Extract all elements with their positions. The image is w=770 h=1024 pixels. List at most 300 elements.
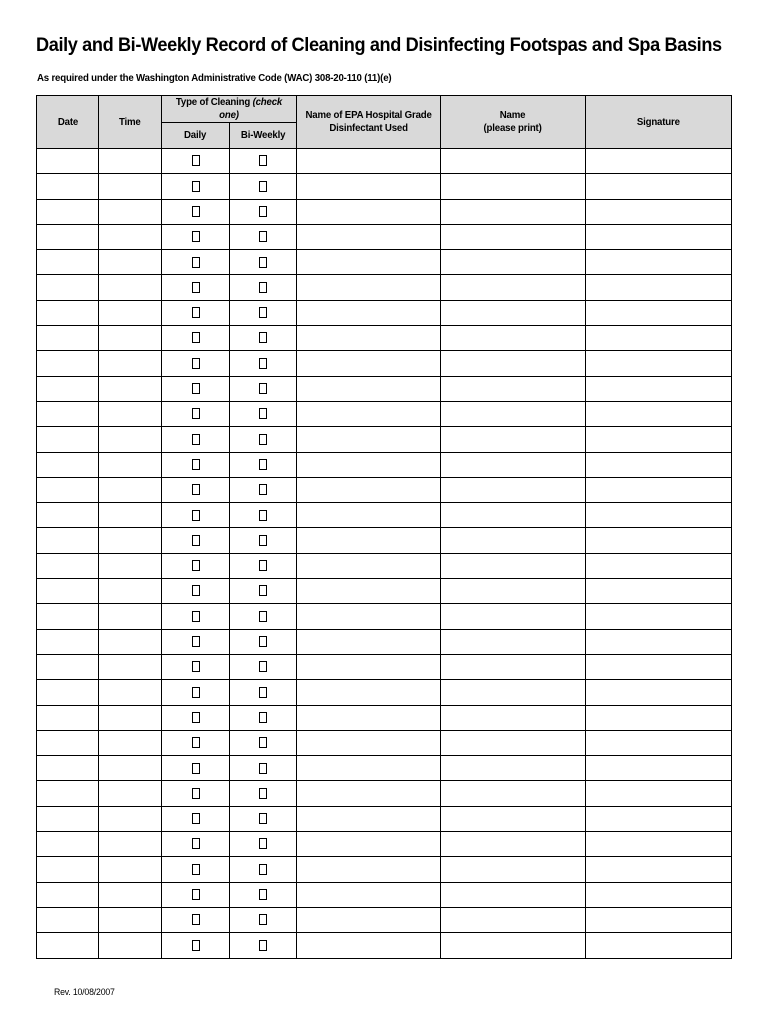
signature-cell[interactable]: [586, 654, 732, 679]
name-cell[interactable]: [441, 781, 586, 806]
bi-weekly-checkbox[interactable]: [259, 282, 267, 293]
date-cell[interactable]: [37, 781, 99, 806]
name-cell[interactable]: [441, 326, 586, 351]
date-cell[interactable]: [37, 579, 99, 604]
date-cell[interactable]: [37, 907, 99, 932]
page-subtitle: As required under the Washington Administrative Code (WAC) 308-20-110 (11)(e): [37, 72, 392, 84]
date-cell[interactable]: [37, 604, 99, 629]
time-cell[interactable]: [99, 705, 162, 730]
daily-cell: [162, 275, 230, 300]
name-cell[interactable]: [441, 604, 586, 629]
daily-cell: [162, 680, 230, 705]
bi-weekly-cell: [230, 781, 297, 806]
table-row: [37, 224, 732, 249]
name-cell[interactable]: [441, 882, 586, 907]
time-cell[interactable]: [99, 832, 162, 857]
daily-cell: [162, 756, 230, 781]
name-cell[interactable]: [441, 756, 586, 781]
disinfectant-cell[interactable]: [297, 199, 441, 224]
daily-checkbox[interactable]: [192, 155, 200, 166]
time-cell[interactable]: [99, 326, 162, 351]
bi-weekly-checkbox[interactable]: [259, 307, 267, 318]
signature-cell[interactable]: [586, 326, 732, 351]
bi-weekly-cell: [230, 705, 297, 730]
bi-weekly-cell: [230, 654, 297, 679]
daily-checkbox[interactable]: [192, 611, 200, 622]
name-cell[interactable]: [441, 629, 586, 654]
bi-weekly-checkbox[interactable]: [259, 940, 267, 951]
date-cell[interactable]: [37, 174, 99, 199]
daily-checkbox[interactable]: [192, 737, 200, 748]
daily-checkbox[interactable]: [192, 813, 200, 824]
header-disinfectant-line2: Disinfectant Used: [329, 122, 408, 134]
date-cell[interactable]: [37, 275, 99, 300]
bi-weekly-checkbox[interactable]: [259, 181, 267, 192]
name-cell[interactable]: [441, 401, 586, 426]
bi-weekly-cell: [230, 199, 297, 224]
signature-cell[interactable]: [586, 781, 732, 806]
disinfectant-cell[interactable]: [297, 553, 441, 578]
time-cell[interactable]: [99, 452, 162, 477]
header-signature: Signature: [586, 96, 732, 149]
daily-cell: [162, 452, 230, 477]
disinfectant-cell[interactable]: [297, 730, 441, 755]
daily-cell: [162, 224, 230, 249]
bi-weekly-cell: [230, 730, 297, 755]
disinfectant-cell[interactable]: [297, 326, 441, 351]
daily-checkbox[interactable]: [192, 510, 200, 521]
name-cell[interactable]: [441, 149, 586, 174]
name-cell[interactable]: [441, 477, 586, 502]
date-cell[interactable]: [37, 300, 99, 325]
daily-cell: [162, 907, 230, 932]
date-cell[interactable]: [37, 553, 99, 578]
date-cell[interactable]: [37, 528, 99, 553]
time-cell[interactable]: [99, 503, 162, 528]
daily-cell: [162, 579, 230, 604]
date-cell[interactable]: [37, 149, 99, 174]
time-cell[interactable]: [99, 553, 162, 578]
disinfectant-cell[interactable]: [297, 503, 441, 528]
name-cell[interactable]: [441, 579, 586, 604]
table-row: [37, 174, 732, 199]
name-cell[interactable]: [441, 174, 586, 199]
time-cell[interactable]: [99, 427, 162, 452]
name-cell[interactable]: [441, 224, 586, 249]
name-cell[interactable]: [441, 275, 586, 300]
daily-checkbox[interactable]: [192, 383, 200, 394]
date-cell[interactable]: [37, 882, 99, 907]
daily-checkbox[interactable]: [192, 535, 200, 546]
daily-checkbox[interactable]: [192, 484, 200, 495]
table-row: [37, 427, 732, 452]
name-cell[interactable]: [441, 503, 586, 528]
bi-weekly-checkbox[interactable]: [259, 358, 267, 369]
bi-weekly-checkbox[interactable]: [259, 434, 267, 445]
bi-weekly-checkbox[interactable]: [259, 914, 267, 925]
signature-cell[interactable]: [586, 224, 732, 249]
disinfectant-cell[interactable]: [297, 376, 441, 401]
bi-weekly-checkbox[interactable]: [259, 535, 267, 546]
bi-weekly-cell: [230, 604, 297, 629]
bi-weekly-checkbox[interactable]: [259, 838, 267, 849]
header-type-of-cleaning-label: Type of Cleaning: [175, 96, 251, 108]
name-cell[interactable]: [441, 705, 586, 730]
signature-cell[interactable]: [586, 199, 732, 224]
name-cell[interactable]: [441, 907, 586, 932]
daily-checkbox[interactable]: [192, 231, 200, 242]
bi-weekly-checkbox[interactable]: [259, 611, 267, 622]
name-cell[interactable]: [441, 199, 586, 224]
daily-cell: [162, 857, 230, 882]
daily-checkbox[interactable]: [192, 889, 200, 900]
daily-cell: [162, 629, 230, 654]
name-cell[interactable]: [441, 933, 586, 958]
signature-cell[interactable]: [586, 705, 732, 730]
bi-weekly-checkbox[interactable]: [259, 332, 267, 343]
disinfectant-cell[interactable]: [297, 806, 441, 831]
name-cell[interactable]: [441, 427, 586, 452]
date-cell[interactable]: [37, 376, 99, 401]
bi-weekly-cell: [230, 882, 297, 907]
date-cell[interactable]: [37, 832, 99, 857]
daily-cell: [162, 654, 230, 679]
signature-cell[interactable]: [586, 756, 732, 781]
signature-cell[interactable]: [586, 730, 732, 755]
name-cell[interactable]: [441, 351, 586, 376]
bi-weekly-checkbox[interactable]: [259, 257, 267, 268]
disinfectant-cell[interactable]: [297, 401, 441, 426]
disinfectant-cell[interactable]: [297, 705, 441, 730]
time-cell[interactable]: [99, 149, 162, 174]
time-cell[interactable]: [99, 654, 162, 679]
table-row: [37, 882, 732, 907]
bi-weekly-checkbox[interactable]: [259, 889, 267, 900]
date-cell[interactable]: [37, 680, 99, 705]
daily-cell: [162, 730, 230, 755]
date-cell[interactable]: [37, 351, 99, 376]
daily-cell: [162, 503, 230, 528]
disinfectant-cell[interactable]: [297, 224, 441, 249]
daily-checkbox[interactable]: [192, 585, 200, 596]
daily-checkbox[interactable]: [192, 661, 200, 672]
header-disinfectant: [297, 96, 441, 149]
table-row: [37, 705, 732, 730]
time-cell[interactable]: [99, 730, 162, 755]
table-row: [37, 832, 732, 857]
bi-weekly-checkbox[interactable]: [259, 813, 267, 824]
disinfectant-cell[interactable]: [297, 477, 441, 502]
bi-weekly-cell: [230, 452, 297, 477]
signature-cell[interactable]: [586, 806, 732, 831]
daily-checkbox[interactable]: [192, 914, 200, 925]
bi-weekly-checkbox[interactable]: [259, 585, 267, 596]
signature-cell[interactable]: [586, 250, 732, 275]
table-row: [37, 553, 732, 578]
name-cell[interactable]: [441, 680, 586, 705]
table-row: [37, 300, 732, 325]
time-cell[interactable]: [99, 275, 162, 300]
name-cell[interactable]: [441, 452, 586, 477]
disinfectant-cell[interactable]: [297, 654, 441, 679]
bi-weekly-checkbox[interactable]: [259, 737, 267, 748]
signature-cell[interactable]: [586, 351, 732, 376]
date-cell[interactable]: [37, 326, 99, 351]
daily-checkbox[interactable]: [192, 307, 200, 318]
daily-checkbox[interactable]: [192, 838, 200, 849]
date-cell[interactable]: [37, 427, 99, 452]
bi-weekly-cell: [230, 250, 297, 275]
disinfectant-cell[interactable]: [297, 579, 441, 604]
signature-cell[interactable]: [586, 503, 732, 528]
disinfectant-cell[interactable]: [297, 149, 441, 174]
daily-checkbox[interactable]: [192, 181, 200, 192]
disinfectant-cell[interactable]: [297, 452, 441, 477]
time-cell[interactable]: [99, 806, 162, 831]
disinfectant-cell[interactable]: [297, 933, 441, 958]
signature-cell[interactable]: [586, 149, 732, 174]
bi-weekly-checkbox[interactable]: [259, 510, 267, 521]
bi-weekly-cell: [230, 933, 297, 958]
disinfectant-cell[interactable]: [297, 174, 441, 199]
signature-cell[interactable]: [586, 376, 732, 401]
name-cell[interactable]: [441, 250, 586, 275]
daily-checkbox[interactable]: [192, 434, 200, 445]
name-cell[interactable]: [441, 300, 586, 325]
disinfectant-cell[interactable]: [297, 629, 441, 654]
disinfectant-cell[interactable]: [297, 832, 441, 857]
bi-weekly-cell: [230, 806, 297, 831]
daily-cell: [162, 528, 230, 553]
signature-cell[interactable]: [586, 579, 732, 604]
name-cell[interactable]: [441, 376, 586, 401]
signature-cell[interactable]: [586, 933, 732, 958]
daily-cell: [162, 376, 230, 401]
daily-cell: [162, 806, 230, 831]
name-cell[interactable]: [441, 832, 586, 857]
time-cell[interactable]: [99, 857, 162, 882]
time-cell[interactable]: [99, 579, 162, 604]
time-cell[interactable]: [99, 250, 162, 275]
disinfectant-cell[interactable]: [297, 882, 441, 907]
time-cell[interactable]: [99, 477, 162, 502]
table-row: [37, 907, 732, 932]
daily-checkbox[interactable]: [192, 712, 200, 723]
table-row: [37, 528, 732, 553]
daily-cell: [162, 427, 230, 452]
name-cell[interactable]: [441, 553, 586, 578]
daily-cell: [162, 832, 230, 857]
signature-cell[interactable]: [586, 680, 732, 705]
header-type-of-cleaning: [162, 96, 297, 123]
daily-cell: [162, 351, 230, 376]
time-cell[interactable]: [99, 401, 162, 426]
daily-checkbox[interactable]: [192, 940, 200, 951]
time-cell[interactable]: [99, 933, 162, 958]
header-bi-weekly: Bi-Weekly: [230, 123, 297, 149]
revision-note: Rev. 10/08/2007: [54, 987, 115, 998]
daily-checkbox[interactable]: [192, 332, 200, 343]
daily-checkbox[interactable]: [192, 763, 200, 774]
time-cell[interactable]: [99, 174, 162, 199]
table-row: [37, 452, 732, 477]
signature-cell[interactable]: [586, 857, 732, 882]
header-name: [441, 96, 586, 149]
bi-weekly-checkbox[interactable]: [259, 383, 267, 394]
signature-cell[interactable]: [586, 275, 732, 300]
disinfectant-cell[interactable]: [297, 756, 441, 781]
signature-cell[interactable]: [586, 427, 732, 452]
bi-weekly-checkbox[interactable]: [259, 408, 267, 419]
bi-weekly-cell: [230, 376, 297, 401]
bi-weekly-checkbox[interactable]: [259, 206, 267, 217]
signature-cell[interactable]: [586, 629, 732, 654]
bi-weekly-checkbox[interactable]: [259, 687, 267, 698]
daily-cell: [162, 174, 230, 199]
daily-checkbox[interactable]: [192, 636, 200, 647]
bi-weekly-checkbox[interactable]: [259, 763, 267, 774]
daily-checkbox[interactable]: [192, 257, 200, 268]
signature-cell[interactable]: [586, 907, 732, 932]
date-cell[interactable]: [37, 756, 99, 781]
daily-checkbox[interactable]: [192, 358, 200, 369]
time-cell[interactable]: [99, 680, 162, 705]
bi-weekly-checkbox[interactable]: [259, 484, 267, 495]
disinfectant-cell[interactable]: [297, 250, 441, 275]
table-row: [37, 376, 732, 401]
date-cell[interactable]: [37, 705, 99, 730]
disinfectant-cell[interactable]: [297, 427, 441, 452]
daily-checkbox[interactable]: [192, 560, 200, 571]
time-cell[interactable]: [99, 907, 162, 932]
daily-cell: [162, 604, 230, 629]
time-cell[interactable]: [99, 604, 162, 629]
date-cell[interactable]: [37, 806, 99, 831]
disinfectant-cell[interactable]: [297, 528, 441, 553]
signature-cell[interactable]: [586, 832, 732, 857]
date-cell[interactable]: [37, 857, 99, 882]
date-cell[interactable]: [37, 730, 99, 755]
bi-weekly-cell: [230, 756, 297, 781]
signature-cell[interactable]: [586, 477, 732, 502]
daily-checkbox[interactable]: [192, 459, 200, 470]
bi-weekly-cell: [230, 553, 297, 578]
disinfectant-cell[interactable]: [297, 907, 441, 932]
bi-weekly-checkbox[interactable]: [259, 231, 267, 242]
table-row: [37, 806, 732, 831]
daily-checkbox[interactable]: [192, 206, 200, 217]
name-cell[interactable]: [441, 806, 586, 831]
signature-cell[interactable]: [586, 553, 732, 578]
table-row: [37, 680, 732, 705]
daily-checkbox[interactable]: [192, 864, 200, 875]
name-cell[interactable]: [441, 654, 586, 679]
bi-weekly-cell: [230, 174, 297, 199]
bi-weekly-cell: [230, 680, 297, 705]
daily-checkbox[interactable]: [192, 282, 200, 293]
bi-weekly-checkbox[interactable]: [259, 661, 267, 672]
time-cell[interactable]: [99, 756, 162, 781]
time-cell[interactable]: [99, 199, 162, 224]
daily-checkbox[interactable]: [192, 408, 200, 419]
name-cell[interactable]: [441, 857, 586, 882]
header-date: Date: [37, 96, 99, 149]
bi-weekly-cell: [230, 275, 297, 300]
date-cell[interactable]: [37, 654, 99, 679]
disinfectant-cell[interactable]: [297, 351, 441, 376]
time-cell[interactable]: [99, 351, 162, 376]
time-cell[interactable]: [99, 224, 162, 249]
header-disinfectant-line1: Name of EPA Hospital Grade: [305, 109, 432, 121]
table-row: [37, 503, 732, 528]
disinfectant-cell[interactable]: [297, 680, 441, 705]
disinfectant-cell[interactable]: [297, 300, 441, 325]
time-cell[interactable]: [99, 629, 162, 654]
signature-cell[interactable]: [586, 174, 732, 199]
time-cell[interactable]: [99, 781, 162, 806]
time-cell[interactable]: [99, 882, 162, 907]
bi-weekly-checkbox[interactable]: [259, 788, 267, 799]
signature-cell[interactable]: [586, 528, 732, 553]
name-cell[interactable]: [441, 730, 586, 755]
signature-cell[interactable]: [586, 401, 732, 426]
time-cell[interactable]: [99, 300, 162, 325]
disinfectant-cell[interactable]: [297, 857, 441, 882]
daily-checkbox[interactable]: [192, 687, 200, 698]
daily-cell: [162, 326, 230, 351]
bi-weekly-checkbox[interactable]: [259, 155, 267, 166]
time-cell[interactable]: [99, 528, 162, 553]
signature-cell[interactable]: [586, 300, 732, 325]
bi-weekly-cell: [230, 300, 297, 325]
bi-weekly-cell: [230, 351, 297, 376]
date-cell[interactable]: [37, 224, 99, 249]
bi-weekly-checkbox[interactable]: [259, 712, 267, 723]
date-cell[interactable]: [37, 250, 99, 275]
date-cell[interactable]: [37, 477, 99, 502]
bi-weekly-checkbox[interactable]: [259, 560, 267, 571]
bi-weekly-cell: [230, 857, 297, 882]
header-check-one: (check one): [219, 96, 283, 121]
date-cell[interactable]: [37, 452, 99, 477]
date-cell[interactable]: [37, 199, 99, 224]
disinfectant-cell[interactable]: [297, 604, 441, 629]
signature-cell[interactable]: [586, 452, 732, 477]
table-row: [37, 781, 732, 806]
table-row: [37, 604, 732, 629]
date-cell[interactable]: [37, 401, 99, 426]
table-row: [37, 579, 732, 604]
bi-weekly-checkbox[interactable]: [259, 459, 267, 470]
disinfectant-cell[interactable]: [297, 781, 441, 806]
header-daily: Daily: [162, 123, 230, 149]
bi-weekly-checkbox[interactable]: [259, 636, 267, 647]
bi-weekly-checkbox[interactable]: [259, 864, 267, 875]
date-cell[interactable]: [37, 629, 99, 654]
daily-checkbox[interactable]: [192, 788, 200, 799]
bi-weekly-cell: [230, 427, 297, 452]
date-cell[interactable]: [37, 503, 99, 528]
header-name-line2: (please print): [483, 122, 543, 134]
time-cell[interactable]: [99, 376, 162, 401]
date-cell[interactable]: [37, 933, 99, 958]
name-cell[interactable]: [441, 528, 586, 553]
signature-cell[interactable]: [586, 604, 732, 629]
signature-cell[interactable]: [586, 882, 732, 907]
daily-cell: [162, 199, 230, 224]
disinfectant-cell[interactable]: [297, 275, 441, 300]
table-row: [37, 351, 732, 376]
